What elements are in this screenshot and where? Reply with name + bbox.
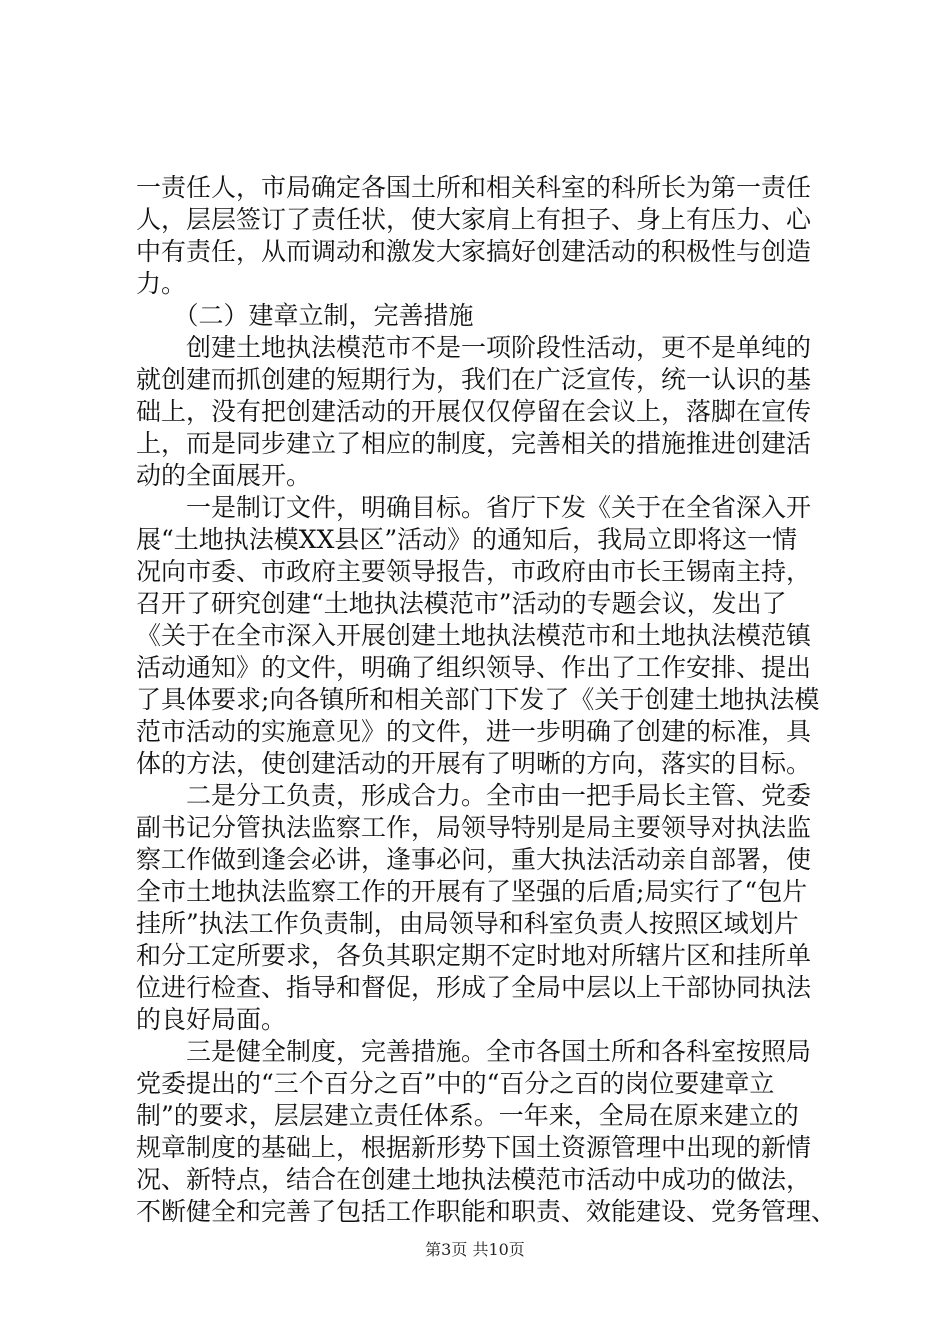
text-line: 展“土地执法模XX县区”活动》的通知后，我局立即将这一情: [136, 525, 798, 554]
text-line: 人，层层签订了责任状，使大家肩上有担子、身上有压力、心: [136, 205, 812, 234]
text-line: 中有责任，从而调动和激发大家搞好创建活动的积极性与创造: [136, 237, 812, 266]
text-line: 位进行检查、指导和督促，形成了全局中层以上干部协同执法: [136, 973, 812, 1002]
text-line: 二是分工负责，形成合力。全市由一把手局长主管、党委: [136, 781, 812, 810]
text-line: 党委提出的“三个百分之百”中的“百分之百的岗位要建章立: [136, 1069, 775, 1098]
text-line: 况向市委、市政府主要领导报告，市政府由市长王锡南主持，: [136, 557, 812, 586]
text-line: 一是制订文件，明确目标。省厅下发《关于在全省深入开: [136, 493, 812, 522]
text-line: 活动通知》的文件，明确了组织领导、作出了工作安排、提出: [136, 653, 812, 682]
text-line: 体的方法，使创建活动的开展有了明晰的方向，落实的目标。: [136, 749, 812, 778]
text-line: 一责任人，市局确定各国土所和相关科室的科所长为第一责任: [136, 173, 812, 202]
text-line: 三是健全制度，完善措施。全市各国土所和各科室按照局: [136, 1037, 812, 1066]
text-line: 副书记分管执法监察工作，局领导特别是局主要领导对执法监: [136, 813, 812, 842]
text-line: 创建土地执法模范市不是一项阶段性活动，更不是单纯的: [136, 333, 812, 362]
text-line: 挂所”执法工作负责制，由局领导和科室负责人按照区域划片: [136, 909, 799, 938]
text-line: 察工作做到逢会必讲，逢事必问，重大执法活动亲自部署，使: [136, 845, 812, 874]
text-line: 不断健全和完善了包括工作职能和职责、效能建设、党务管理、: [136, 1197, 837, 1226]
body-text: [136, 172, 836, 1228]
text-line: 的良好局面。: [136, 1005, 287, 1034]
text-line: 上，而是同步建立了相应的制度，完善相关的措施推进创建活: [136, 429, 812, 458]
text-line: 规章制度的基础上，根据新形势下国土资源管理中出现的新情: [136, 1133, 812, 1162]
text-line: 了具体要求;向各镇所和相关部门下发了《关于创建土地执法模: [136, 685, 820, 714]
text-line: 动的全面展开。: [136, 461, 312, 490]
text-line: 和分工定所要求，各负其职定期不定时地对所辖片区和挂所单: [136, 941, 812, 970]
text-line: 力。: [136, 269, 187, 298]
text-line: 范市活动的实施意见》的文件，进一步明确了创建的标准，具: [136, 717, 812, 746]
text-line: 召开了研究创建“土地执法模范市”活动的专题会议，发出了: [136, 589, 787, 618]
text-line: 就创建而抓创建的短期行为，我们在广泛宣传，统一认识的基: [136, 365, 812, 394]
text-line: 础上，没有把创建活动的开展仅仅停留在会议上，落脚在宣传: [136, 397, 812, 426]
section-heading: （二）建章立制，完善措施: [136, 301, 474, 330]
text-line: 制”的要求，层层建立责任体系。一年来，全局在原来建立的: [136, 1101, 799, 1130]
page-number-footer: 第3页 共10页: [425, 1240, 525, 1259]
text-line: 全市土地执法监察工作的开展有了坚强的后盾;局实行了“包片: [136, 877, 808, 906]
text-line: 《关于在全市深入开展创建土地执法模范市和土地执法模范镇: [136, 621, 812, 650]
text-line: 况、新特点，结合在创建土地执法模范市活动中成功的做法，: [136, 1165, 812, 1194]
